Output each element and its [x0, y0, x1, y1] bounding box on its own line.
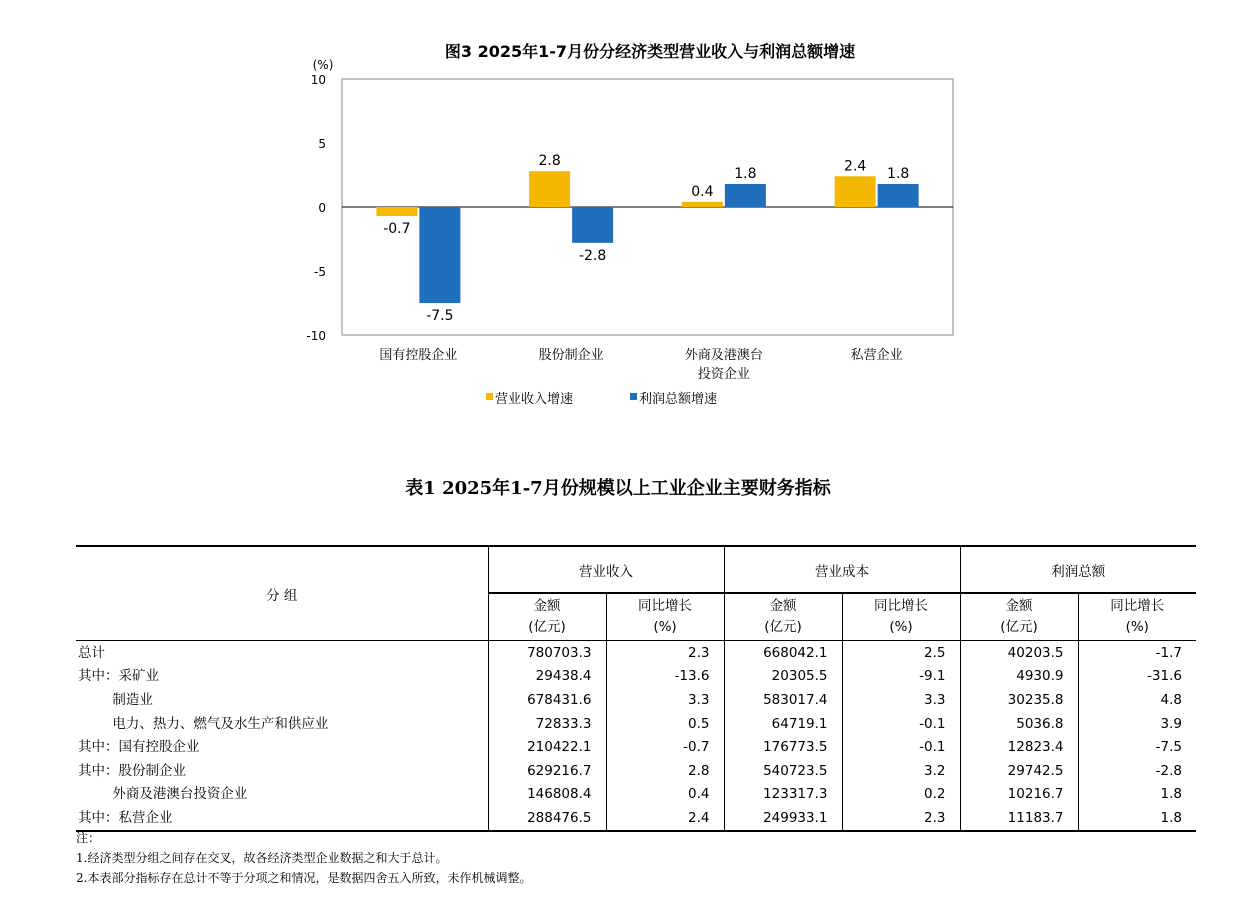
bar-value-label: 1.8 — [734, 165, 757, 182]
row-label: 其中：股份制企业 — [78, 762, 186, 779]
revenue-header: 营业收入 — [488, 546, 724, 593]
table-row — [76, 688, 1196, 712]
profit-amount-header: 金额 (亿元) — [960, 593, 1078, 641]
bar-value-label: 2.4 — [843, 158, 867, 175]
revenue-amount-header: 金额 (亿元) — [488, 593, 606, 641]
revenue-growth-header: 同比增长 (%) — [606, 593, 724, 641]
financial-indicators-table — [76, 545, 1196, 832]
table-cell: 30235.8 — [960, 688, 1078, 712]
x-category-label: 国有控股企业 — [379, 348, 458, 363]
table-cell: -9.1 — [842, 665, 960, 689]
table-cell: 72833.3 — [488, 712, 606, 736]
legend-label: 营业收入增速 — [495, 392, 574, 407]
table-row — [76, 665, 1196, 689]
profit-growth-header: 同比增长 (%) — [1078, 593, 1196, 641]
x-category-label: 外商及港澳台 — [684, 348, 763, 363]
table-cell: 20305.5 — [724, 665, 842, 689]
row-label: 电力、热力、燃气及水生产和供应业 — [78, 715, 329, 732]
table-cell: 288476.5 — [488, 806, 606, 831]
table-row — [76, 783, 1196, 807]
table-row — [76, 735, 1196, 759]
row-label: 总计 — [78, 644, 105, 661]
row-label: 外商及港澳台投资企业 — [78, 786, 248, 803]
table-cell: 0.4 — [606, 783, 724, 807]
table-cell: -31.6 — [1078, 665, 1196, 689]
table-cell: 40203.5 — [960, 641, 1078, 665]
table-cell: 210422.1 — [488, 735, 606, 759]
bar-value-label: 2.8 — [538, 153, 561, 170]
profit-growth-bar — [725, 184, 766, 207]
table-cell: -0.1 — [842, 735, 960, 759]
chart-title: 图3 2025年1-7月份分经济类型营业收入与利润总额增速 — [444, 42, 856, 61]
profit-header: 利润总额 — [960, 546, 1196, 593]
profit-growth-bar — [419, 207, 460, 303]
table-cell: 668042.1 — [724, 641, 842, 665]
table-cell: 3.9 — [1078, 712, 1196, 736]
y-tick-label: 0 — [318, 201, 326, 215]
table-cell: 4.8 — [1078, 688, 1196, 712]
table-cell: 780703.3 — [488, 641, 606, 665]
note-line-2: 2.本表部分指标存在总计不等于分项之和情况，是数据四舍五入所致，未作机械调整。 — [76, 871, 532, 885]
table-row — [76, 759, 1196, 783]
profit-growth-bar — [878, 184, 919, 207]
bar-value-label: -7.5 — [426, 308, 454, 324]
profit-growth-bar — [572, 207, 613, 243]
row-label: 制造业 — [78, 691, 153, 708]
table-cell: 629216.7 — [488, 759, 606, 783]
table-cell: 3.2 — [842, 759, 960, 783]
table-cell: 249933.1 — [724, 806, 842, 831]
y-tick-label: 10 — [310, 73, 326, 87]
table-cell: 3.3 — [606, 688, 724, 712]
table-cell: -0.1 — [842, 712, 960, 736]
bar-value-label: -2.8 — [578, 247, 607, 264]
table-title: 表1 2025年1-7月份规模以上工业企业主要财务指标 — [405, 478, 831, 499]
bar-value-label: -0.7 — [383, 220, 411, 237]
table-notes — [76, 828, 531, 888]
table-cell: 0.2 — [842, 783, 960, 807]
table-cell: 176773.5 — [724, 735, 842, 759]
bar-value-label: 1.8 — [886, 165, 910, 182]
bar-chart — [0, 0, 1236, 430]
table-cell: 583017.4 — [724, 688, 842, 712]
table-cell: 0.5 — [606, 712, 724, 736]
table-cell: 10216.7 — [960, 783, 1078, 807]
x-category-label: 私营企业 — [850, 348, 903, 363]
table-cell: -2.8 — [1078, 759, 1196, 783]
table-cell: -1.7 — [1078, 641, 1196, 665]
revenue-growth-bar — [529, 171, 570, 207]
legend-revenue-swatch — [486, 393, 493, 400]
y-tick-label: -5 — [314, 265, 326, 279]
cost-growth-header: 同比增长 (%) — [842, 593, 960, 641]
table-cell: -7.5 — [1078, 735, 1196, 759]
table-cell: 64719.1 — [724, 712, 842, 736]
group-header: 分 组 — [76, 546, 488, 641]
cost-amount-header: 金额 (亿元) — [724, 593, 842, 641]
notes-heading: 注： — [76, 831, 101, 845]
table-cell: 3.3 — [842, 688, 960, 712]
row-label: 其中：国有控股企业 — [78, 739, 200, 756]
note-line-1: 1.经济类型分组之间存在交叉，故各经济类型企业数据之和大于总计。 — [76, 851, 448, 865]
table-cell: 29742.5 — [960, 759, 1078, 783]
revenue-growth-bar — [376, 207, 417, 216]
table-cell: 123317.3 — [724, 783, 842, 807]
table-cell: -0.7 — [606, 735, 724, 759]
table-cell: 5036.8 — [960, 712, 1078, 736]
bar-value-label: 0.4 — [691, 183, 714, 200]
cost-header: 营业成本 — [724, 546, 960, 593]
table-cell: 2.3 — [842, 806, 960, 831]
table-cell: 29438.4 — [488, 665, 606, 689]
table-cell: 146808.4 — [488, 783, 606, 807]
revenue-growth-bar — [835, 176, 876, 207]
table-cell: 11183.7 — [960, 806, 1078, 831]
revenue-growth-bar — [682, 202, 723, 207]
row-label: 其中：私营企业 — [76, 806, 488, 831]
table-cell: 2.5 — [842, 641, 960, 665]
legend-profit-swatch — [630, 393, 637, 400]
table-cell: 2.3 — [606, 641, 724, 665]
table-cell: 2.8 — [606, 759, 724, 783]
table-cell: -13.6 — [606, 665, 724, 689]
x-category-label-line2: 投资企业 — [697, 367, 750, 382]
table-cell: 4930.9 — [960, 665, 1078, 689]
x-category-label: 股份制企业 — [538, 348, 604, 363]
y-tick-label: -10 — [306, 329, 326, 343]
table-cell: 1.8 — [1078, 806, 1196, 831]
row-label: 其中：采矿业 — [78, 668, 159, 685]
table-row — [76, 641, 1196, 665]
table-cell: 1.8 — [1078, 783, 1196, 807]
table-cell: 678431.6 — [488, 688, 606, 712]
y-axis-unit: (%) — [312, 58, 334, 72]
table-cell: 12823.4 — [960, 735, 1078, 759]
table-cell: 2.4 — [606, 806, 724, 831]
legend-label: 利润总额增速 — [639, 392, 718, 407]
table-cell: 540723.5 — [724, 759, 842, 783]
table-row — [76, 712, 1196, 736]
y-tick-label: 5 — [318, 137, 326, 151]
